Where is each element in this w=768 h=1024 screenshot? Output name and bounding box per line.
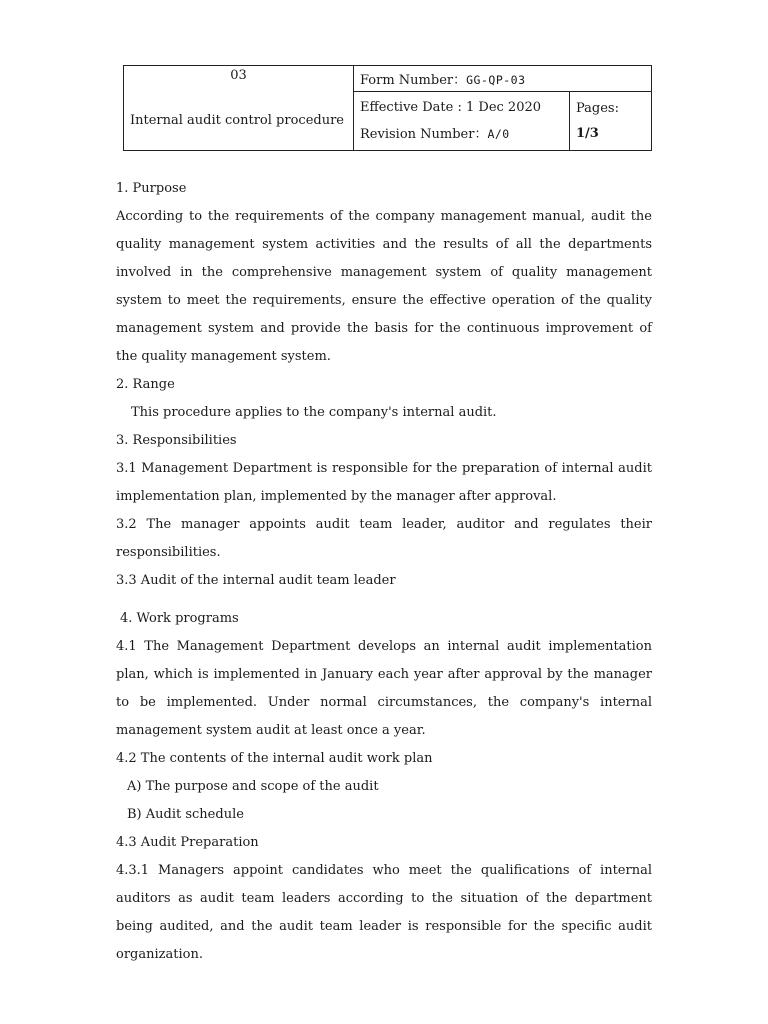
revision-value: A/0 xyxy=(487,127,510,141)
document-title: Internal audit control procedure xyxy=(124,92,354,151)
work-4-2: 4.2 The contents of the internal audit work plan xyxy=(116,751,433,766)
section-heading-work-programs: 4. Work programs xyxy=(120,611,239,626)
work-4-3: 4.3 Audit Preparation xyxy=(116,835,259,850)
work-4-2-item-a: A) The purpose and scope of the audit xyxy=(127,779,379,794)
effective-date: Effective Date : 1 Dec 2020 xyxy=(360,100,542,115)
work-4-1: 4.1 The Management Department develops an internal audit implementation plan, which is implemented in January each year after approval by the manager to be implemented. Under normal circumstances, the company's internal management system audit at least once a year. xyxy=(116,639,652,738)
responsibility-3-3: 3.3 Audit of the internal audit team leader xyxy=(116,573,396,588)
section-heading-purpose: 1. Purpose xyxy=(116,181,187,196)
date-revision-cell xyxy=(354,92,570,151)
form-number-label: Form Number： xyxy=(360,73,467,88)
revision-label: Revision Number： xyxy=(360,127,488,142)
pages-cell xyxy=(570,92,652,151)
section-heading-responsibilities: 3. Responsibilities xyxy=(116,433,237,448)
section-heading-range: 2. Range xyxy=(116,377,175,392)
form-number-cell xyxy=(354,66,652,92)
pages-label: Pages: xyxy=(576,101,619,116)
form-number-value: GG-QP-03 xyxy=(466,73,526,87)
responsibility-3-1: 3.1 Management Department is responsible for the preparation of internal audit implementation plan, implemented by the manager after approval. xyxy=(116,461,652,504)
document-body xyxy=(116,175,652,969)
purpose-paragraph: According to the requirements of the company management manual, audit the quality management system activities and the results of all the departments involved in the comprehensive management system of quality management system to meet the requirements, ensure the effective operation of the quality management system and provide the basis for the continuous improvement of the quality management system. xyxy=(116,209,652,364)
pages-value: 1/3 xyxy=(576,126,599,141)
responsibility-3-2: 3.2 The manager appoints audit team leader, auditor and regulates their responsibilities. xyxy=(116,517,652,560)
work-4-3-1: 4.3.1 Managers appoint candidates who meet the qualifications of internal auditors as audit team leaders according to the situation of the department being audited, and the audit team leader is responsible for the specific audit organization. xyxy=(116,863,652,962)
work-4-2-item-b: B) Audit schedule xyxy=(127,807,244,822)
revision-number xyxy=(360,123,563,142)
document-header-table xyxy=(123,65,652,151)
range-paragraph: This procedure applies to the company's internal audit. xyxy=(131,405,497,420)
doc-number: 03 xyxy=(124,66,354,92)
